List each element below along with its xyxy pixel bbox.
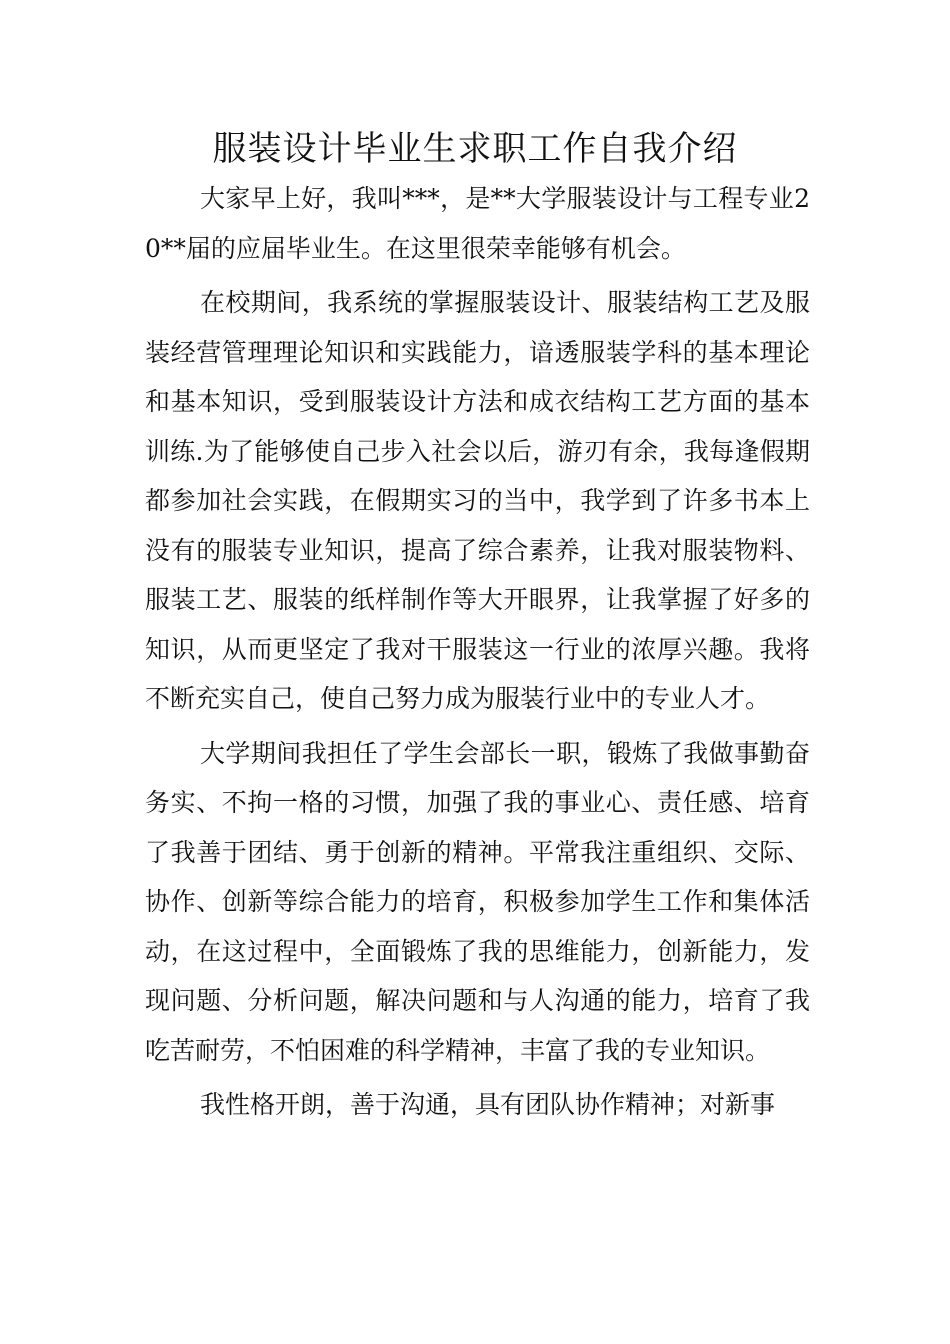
paragraph-student-union: 大学期间我担任了学生会部长一职，锻炼了我做事勤奋务实、不拘一格的习惯，加强了我的事业心、责任感、培育了我善于团结、勇于创新的精神。平常我注重组织、交际、协作、创新等综合能力的培育，积极参加学生工作和集体活动，在这过程中，全面锻炼了我的思维能力，创新能力，发现问题、分析问题，解决问题和与人沟通的能力，培育了我吃苦耐劳，不怕困难的科学精神，丰富了我的专业知识。: [145, 738, 810, 1065]
document-body: [145, 174, 810, 1135]
paragraph-personality: 我性格开朗，善于沟通，具有团队协作精神；对新事: [200, 1090, 776, 1119]
paragraph-school-period: 在校期间，我系统的掌握服装设计、服装结构工艺及服装经营管理理论知识和实践能力，谙透服装学科的基本理论和基本知识，受到服装设计方法和成衣结构工艺方面的基本训练.为了能够使自己步入社会以后，游刃有余，我每逢假期都参加社会实践，在假期实习的当中，我学到了许多书本上没有的服装专业知识，提高了综合素养，让我对服装物料、服装工艺、服装的纸样制作等大开眼界，让我掌握了好多的知识，从而更坚定了我对干服装这一行业的浓厚兴趣。我将不断充实自己，使自己努力成为服装行业中的专业人才。: [145, 288, 810, 713]
document-title: 服装设计毕业生求职工作自我介绍: [212, 129, 738, 169]
paragraph-intro: 大家早上好，我叫***，是**大学服装设计与工程专业20**届的应届毕业生。在这里很荣幸能够有机会。: [145, 184, 810, 263]
